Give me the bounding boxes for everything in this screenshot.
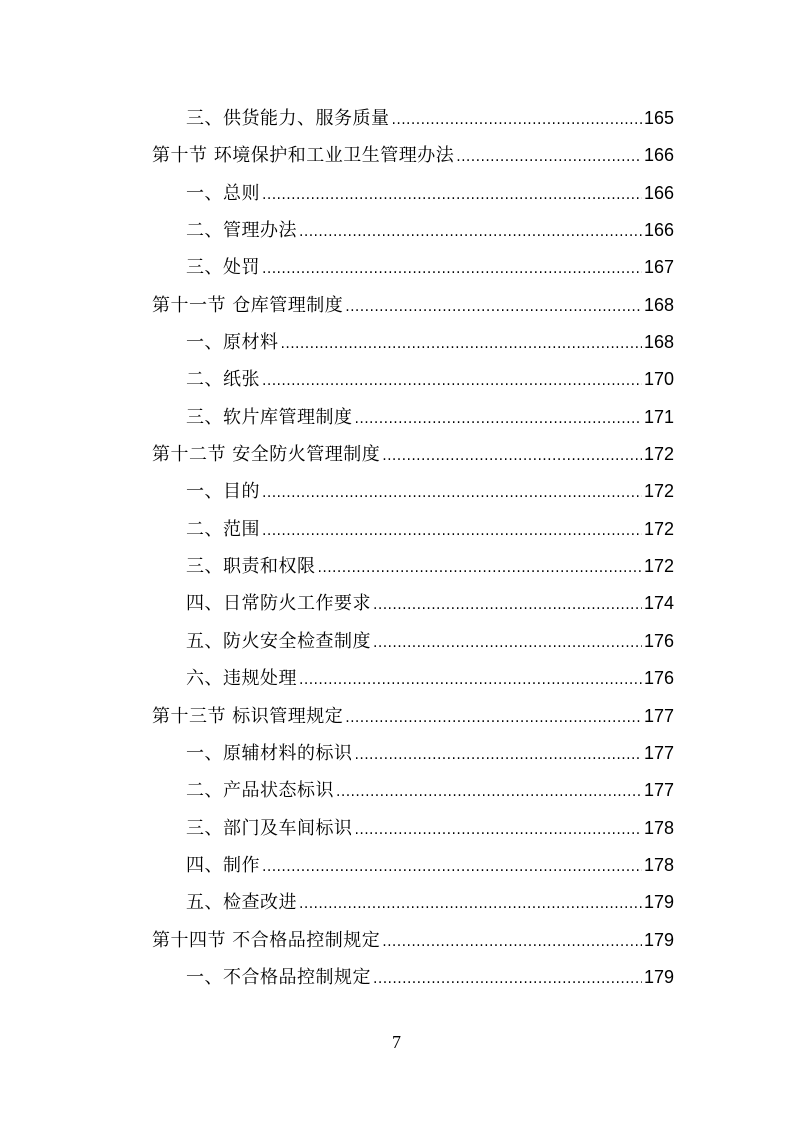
toc-dot-leader xyxy=(456,139,642,176)
toc-entry-page: 178 xyxy=(643,854,674,875)
toc-entry-label: 第十四节 不合格品控制规定 xyxy=(152,929,381,951)
toc-dot-leader xyxy=(262,177,642,214)
toc-entry-page: 168 xyxy=(643,332,674,353)
toc-entry-label: 一、原辅材料的标识 xyxy=(186,742,353,764)
toc-dot-leader xyxy=(299,214,642,251)
toc-entry[interactable] xyxy=(152,361,674,398)
toc-entry[interactable] xyxy=(152,660,674,697)
toc-entry[interactable] xyxy=(152,735,674,772)
toc-dot-leader xyxy=(336,774,642,811)
toc-entry[interactable] xyxy=(152,100,674,137)
toc-entry-label: 五、检查改进 xyxy=(186,892,297,914)
toc-entry-label: 五、防火安全检查制度 xyxy=(186,630,371,652)
toc-entry[interactable] xyxy=(152,249,674,286)
toc-entry-page: 172 xyxy=(643,518,674,539)
toc-entry-page: 166 xyxy=(643,220,674,241)
toc-entry-page: 170 xyxy=(643,369,674,390)
toc-dot-leader xyxy=(262,251,642,288)
toc-entry-label: 第十节 环境保护和工业卫生管理办法 xyxy=(152,145,455,167)
toc-entry-label: 四、日常防火工作要求 xyxy=(186,593,371,615)
toc-entry-label: 二、范围 xyxy=(186,518,260,540)
toc-entry-page: 172 xyxy=(643,556,674,577)
toc-entry-page: 174 xyxy=(643,593,674,614)
toc-dot-leader xyxy=(281,326,642,363)
toc-dot-leader xyxy=(262,363,642,400)
toc-entry-label: 三、职责和权限 xyxy=(186,556,316,578)
toc-entry[interactable] xyxy=(152,585,674,622)
toc-entry[interactable] xyxy=(152,922,674,959)
toc-entry-page: 178 xyxy=(643,817,674,838)
toc-dot-leader xyxy=(355,737,642,774)
toc-entry-page: 168 xyxy=(643,294,674,315)
toc-entry-page: 172 xyxy=(643,481,674,502)
toc-dot-leader xyxy=(382,924,642,961)
toc-entry-label: 三、软片库管理制度 xyxy=(186,406,353,428)
toc-dot-leader xyxy=(262,513,642,550)
toc-entry-page: 179 xyxy=(643,966,674,987)
toc-entry[interactable] xyxy=(152,810,674,847)
toc-entry-page: 176 xyxy=(643,668,674,689)
toc-dot-leader xyxy=(355,401,642,438)
toc-entry-label: 第十二节 安全防火管理制度 xyxy=(152,444,381,466)
toc-entry-page: 171 xyxy=(643,406,674,427)
toc-dot-leader xyxy=(262,849,642,886)
toc-dot-leader xyxy=(382,438,642,475)
toc-entry[interactable] xyxy=(152,137,674,174)
toc-entry-label: 三、部门及车间标识 xyxy=(186,817,353,839)
toc-dot-leader xyxy=(299,662,642,699)
toc-entry[interactable] xyxy=(152,212,674,249)
toc-entry-page: 177 xyxy=(643,742,674,763)
toc-entry-label: 一、原材料 xyxy=(186,332,279,354)
toc-entry-label: 一、总则 xyxy=(186,182,260,204)
toc-entry[interactable] xyxy=(152,175,674,212)
toc-dot-leader xyxy=(262,475,642,512)
toc-entry-label: 四、制作 xyxy=(186,854,260,876)
toc-dot-leader xyxy=(373,587,642,624)
toc-entry[interactable] xyxy=(152,847,674,884)
toc-entry-page: 179 xyxy=(643,929,674,950)
toc-entry[interactable] xyxy=(152,511,674,548)
toc-entry-label: 二、管理办法 xyxy=(186,220,297,242)
toc-dot-leader xyxy=(392,102,642,139)
toc-dot-leader xyxy=(373,961,642,998)
toc-entry-page: 179 xyxy=(643,892,674,913)
toc-entry[interactable] xyxy=(152,772,674,809)
toc-entry[interactable] xyxy=(152,473,674,510)
toc-entry-page: 166 xyxy=(643,145,674,166)
toc-dot-leader xyxy=(318,550,642,587)
toc-dot-leader xyxy=(299,886,642,923)
toc-entry-page: 176 xyxy=(643,630,674,651)
toc-entry-label: 一、目的 xyxy=(186,481,260,503)
toc-entry-page: 167 xyxy=(643,257,674,278)
toc-entry-label: 二、产品状态标识 xyxy=(186,780,334,802)
toc-dot-leader xyxy=(373,625,642,662)
toc-entry-label: 二、纸张 xyxy=(186,369,260,391)
page-number: 7 xyxy=(392,1032,401,1052)
toc-entry[interactable] xyxy=(152,399,674,436)
toc-entry[interactable] xyxy=(152,698,674,735)
toc-dot-leader xyxy=(355,812,642,849)
toc-entry[interactable] xyxy=(152,324,674,361)
toc-entry-page: 177 xyxy=(643,780,674,801)
toc-entry-label: 六、违规处理 xyxy=(186,668,297,690)
toc-dot-leader xyxy=(345,289,642,326)
toc-entry-label: 三、供货能力、服务质量 xyxy=(186,108,390,129)
toc-dot-leader xyxy=(345,700,642,737)
toc-entry[interactable] xyxy=(152,959,674,996)
toc-entry-label: 第十三节 标识管理规定 xyxy=(152,705,344,727)
toc-entry-page: 172 xyxy=(643,444,674,465)
toc-entry-page: 165 xyxy=(643,108,674,128)
toc-entry[interactable] xyxy=(152,436,674,473)
toc-entry[interactable] xyxy=(152,884,674,921)
toc-entry-label: 一、不合格品控制规定 xyxy=(186,966,371,988)
toc-entry[interactable] xyxy=(152,548,674,585)
toc-entry-label: 第十一节 仓库管理制度 xyxy=(152,294,344,316)
toc-entry-label: 三、处罚 xyxy=(186,257,260,279)
toc-entry[interactable] xyxy=(152,287,674,324)
toc-entry[interactable] xyxy=(152,623,674,660)
table-of-contents xyxy=(152,100,674,996)
toc-entry-page: 166 xyxy=(643,182,674,203)
toc-entry-page: 177 xyxy=(643,705,674,726)
